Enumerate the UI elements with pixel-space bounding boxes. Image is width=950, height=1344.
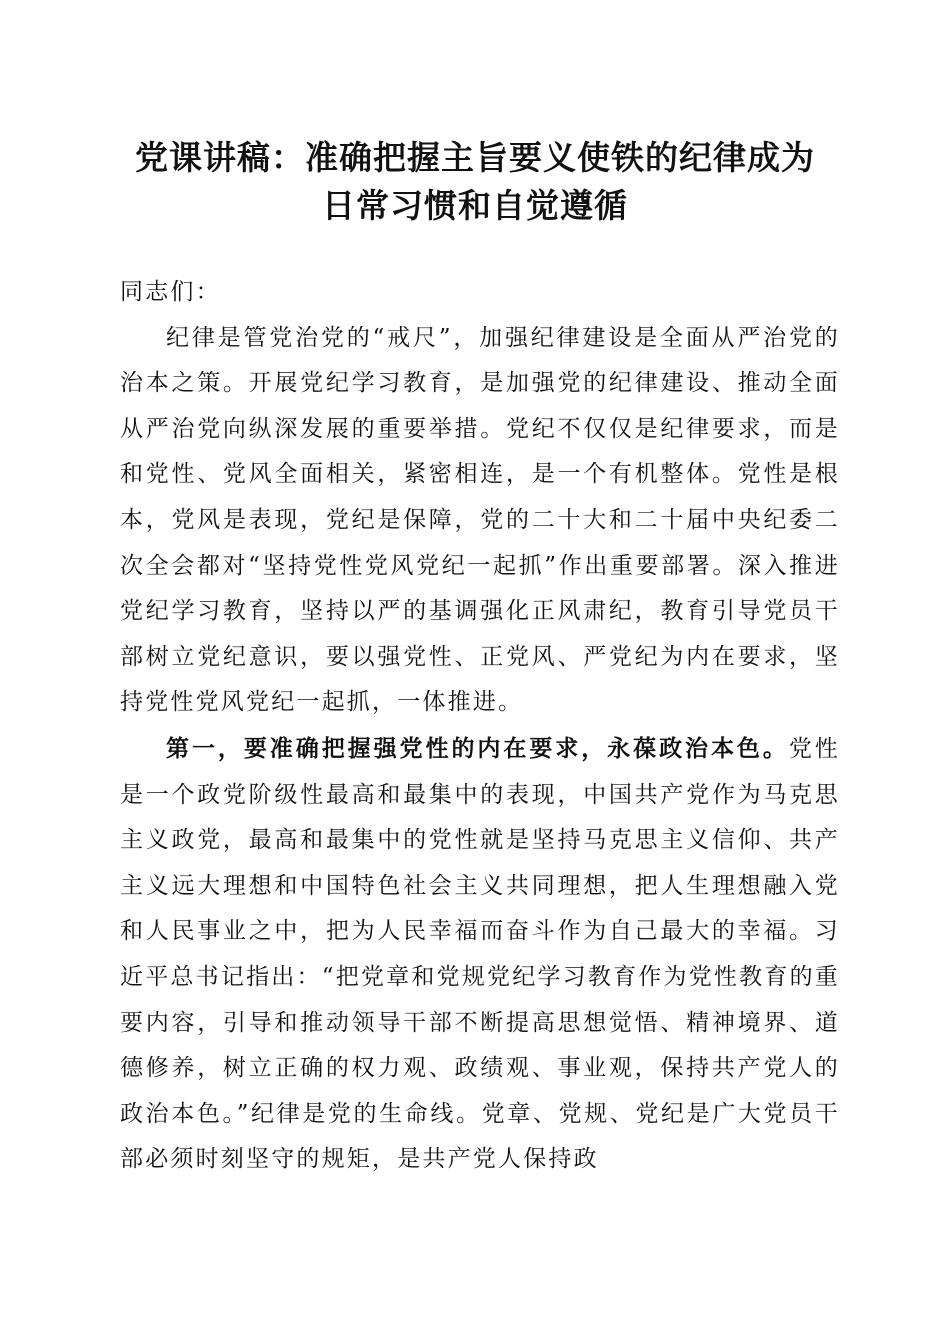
title-line-1: 党课讲稿：准确把握主旨要义使铁的纪律成为 (135, 138, 815, 177)
salutation: 同志们： (120, 279, 221, 305)
paragraph-2 (120, 726, 840, 1183)
paragraph-1: 纪律是管党治党的“戒尺”，加强纪律建设是全面从严治党的治本之策。开展党纪学习教育，是加强党的纪律建设、推动全面从严治党向纵深发展的重要举措。党纪不仅仅是纪律要求，而是和党性、党风全面相关，紧密相连，是一个有机整体。党性是根本，党风是表现，党纪是保障，党的二十大和二十届中央纪委二次全会都对“坚持党性党风党纪一起抓”作出重要部署。深入推进党纪学习教育，坚持以严的基调强化正风肃纪，教育引导党员干部树立党纪意识，要以强党性、正党风、严党纪为内在要求，坚持党性党风党纪一起抓，一体推进。 (120, 324, 840, 716)
title-line-2: 日常习惯和自觉遵循 (322, 186, 628, 225)
document-body (120, 270, 840, 1183)
document-title (100, 134, 850, 230)
paragraph-2-lead: 第一，要准确把握强党性的内在要求，永葆政治本色。 (166, 734, 789, 762)
paragraph-2-body: 党性是一个政党阶级性最高和最集中的表现，中国共产党作为马克思主义政党，最高和最集中的党性就是坚持马克思主义信仰、共产主义远大理想和中国特色社会主义共同理想，把人生理想融入党和人民事业之中，把为人民幸福而奋斗作为自己最大的幸福。习近平总书记指出：“把党章和党规党纪学习教育作为党性教育的重要内容，引导和推动领导干部不断提高思想觉悟、精神境界、道德修养，树立正确的权力观、政绩观、事业观，保持共产党人的政治本色。”纪律是党的生命线。党章、党规、党纪是广大党员干部必须时刻坚守的规矩，是共产党人保持政 (120, 735, 840, 1173)
